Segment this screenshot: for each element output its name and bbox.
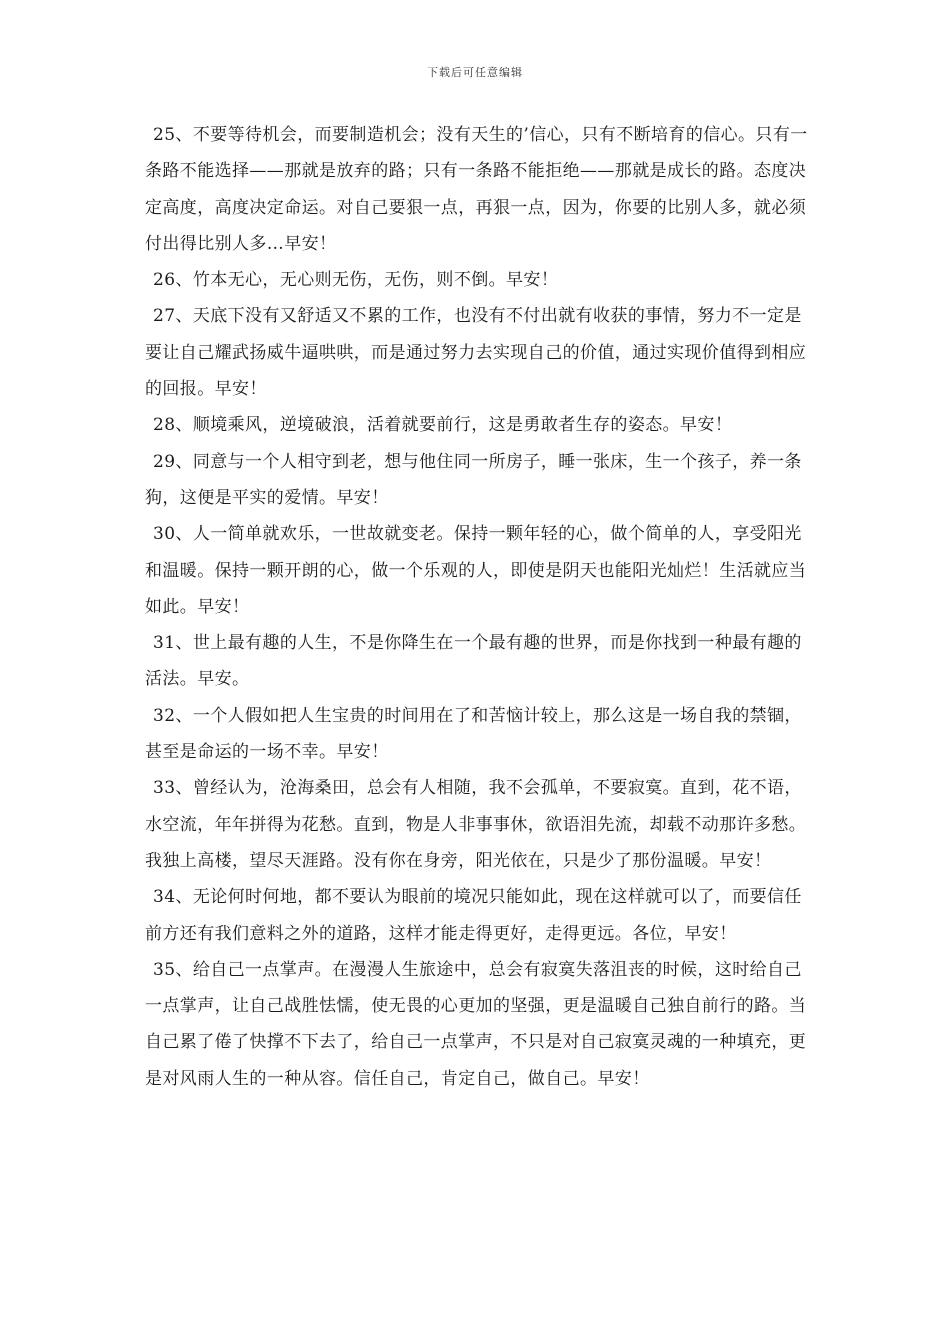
entry-34: 34、无论何时何地，都不要认为眼前的境况只能如此，现在这样就可以了，而要信任前方还有我们意料之外的道路，这样才能走得更好，走得更远。各位，早安！ <box>145 887 802 944</box>
entry-33: 33、曾经认为，沧海桑田，总会有人相随，我不会孤单，不要寂寞。直到，花不语，水空流，年年拼得为花愁。直到，物是人非事事休，欲语泪先流，却载不动那许多愁。我独上高楼，望尽天涯路。没有你在身旁，阳光依在，只是少了那份温暖。早安！ <box>145 778 807 871</box>
page-header-note: 下载后可任意编辑 <box>427 66 523 79</box>
entry-25: 25、不要等待机会，而要制造机会；没有天生的’信心，只有不断培育的信心。只有一条路不能选择——那就是放弃的路；只有一条路不能拒绝——那就是成长的路。态度决定高度，高度决定命运。对自己要狠一点，再狠一点，因为，你要的比别人多，就必须付出得比别人多…早安！ <box>145 125 808 254</box>
entry-31: 31、世上最有趣的人生，不是你降生在一个最有趣的世界，而是你找到一种最有趣的活法。早安。 <box>145 633 802 690</box>
document-body <box>145 117 815 1097</box>
entry-28: 28、顺境乘风，逆境破浪，活着就要前行，这是勇敢者生存的姿态。早安！ <box>153 415 733 436</box>
entry-26: 26、竹本无心，无心则无伤，无伤，则不倒。早安！ <box>153 270 559 291</box>
entry-29: 29、同意与一个人相守到老，想与他住同一所房子，睡一张床，生一个孩子，养一条狗，这便是平实的爱情。早安！ <box>145 451 802 508</box>
entry-35: 35、给自己一点掌声。在漫漫人生旅途中，总会有寂寞失落沮丧的时候，这时给自己一点掌声，让自己战胜怯懦，使无畏的心更加的坚强，更是温暖自己独自前行的路。当自己累了倦了快撑不下去了，给自己一点掌声，不只是对自己寂寞灵魂的一种填充，更是对风雨人生的一种从容。信任自己，肯定自己，做自己。早安！ <box>145 959 807 1089</box>
entry-27: 27、天底下没有又舒适又不累的工作，也没有不付出就有收获的事情，努力不一定是要让自己耀武扬威牛逼哄哄，而是通过努力去实现自己的价值，通过实现价值得到相应的回报。早安！ <box>145 306 807 400</box>
entry-32: 32、一个人假如把人生宝贵的时间用在了和苦恼计较上，那么这是一场自我的禁锢，甚至是命运的一场不幸。早安！ <box>145 705 802 763</box>
entry-30: 30、人一简单就欢乐，一世故就变老。保持一颗年轻的心，做个简单的人，享受阳光和温暖。保持一颗开朗的心，做一个乐观的人，即使是阴天也能阳光灿烂！生活就应当如此。早安！ <box>145 524 807 617</box>
